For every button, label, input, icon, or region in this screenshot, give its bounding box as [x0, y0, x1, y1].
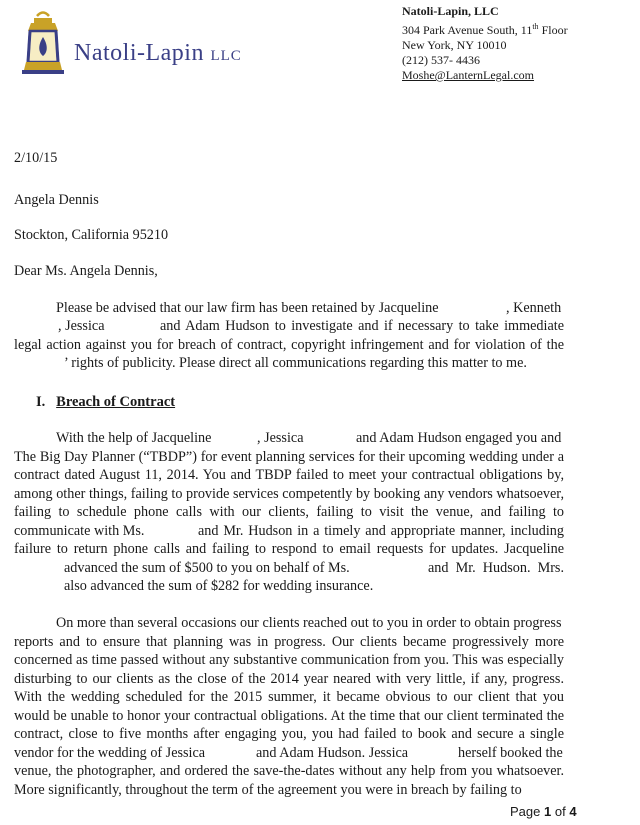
address-city: New York, NY 10010	[402, 38, 507, 52]
firm-logo	[18, 10, 248, 80]
recipient-name: Angela Dennis	[14, 192, 99, 208]
email-link[interactable]: Moshe@LanternLegal.com	[402, 68, 535, 82]
section-heading: I. Breach of Contract	[36, 394, 176, 410]
address-street: 304 Park Avenue South, 11th Floor	[402, 22, 568, 37]
recipient-location: Stockton, California 95210	[14, 227, 169, 243]
salutation: Dear Ms. Angela Dennis,	[14, 263, 158, 279]
lantern-icon	[18, 10, 68, 78]
firm-address-block	[402, 4, 568, 83]
page-indicator: Page 1 of 4	[510, 804, 577, 819]
letter-date: 2/10/15	[14, 150, 58, 166]
phone-number: (212) 537- 4436	[402, 53, 480, 67]
firm-name: Natoli-Lapin, LLC	[402, 4, 499, 18]
logo-wordmark: Natoli-Lapin LLC	[74, 40, 242, 66]
